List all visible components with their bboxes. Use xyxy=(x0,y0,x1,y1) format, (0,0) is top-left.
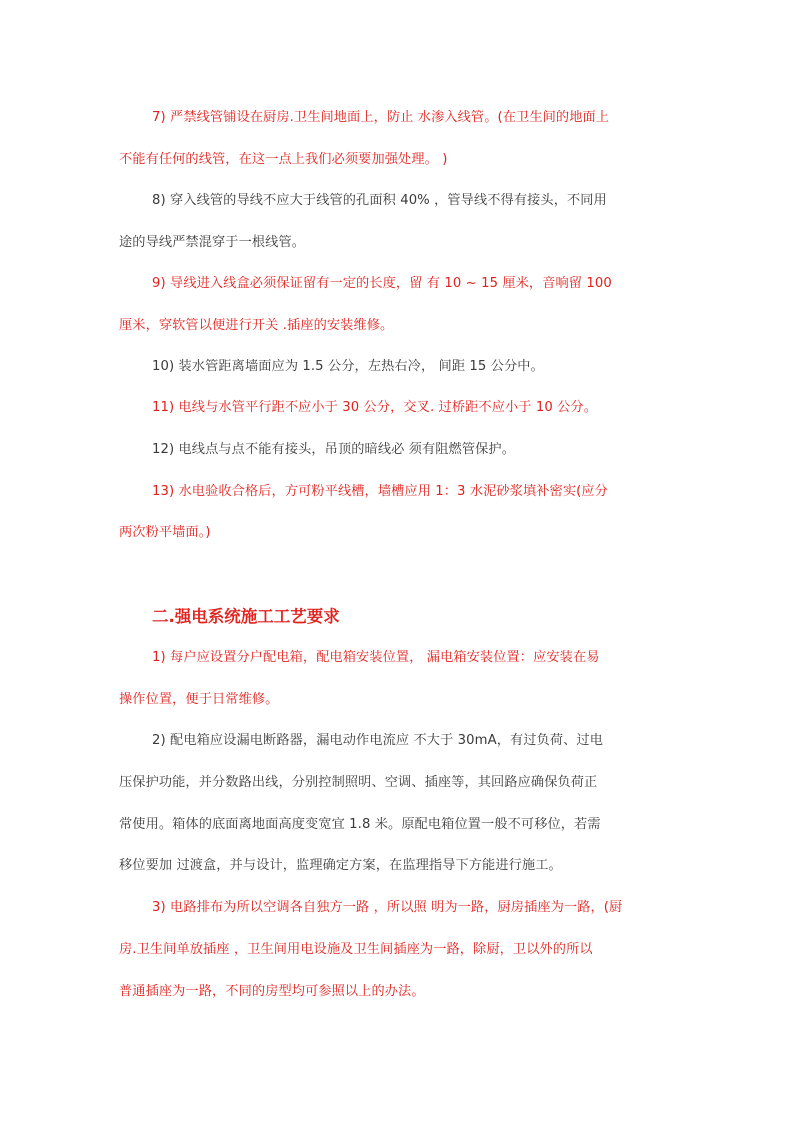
paragraph-line: 2) 配电箱应设漏电断路器，漏电动作电流应 不大于 30mA，有过负荷、过电 xyxy=(152,733,603,748)
paragraph-line: 10) 装水管距离墙面应为 1.5 公分，左热右冷， 间距 15 公分中。 xyxy=(152,359,544,374)
paragraph-line: 8) 穿入线管的导线不应大于线管的孔面积 40% ，管导线不得有接头，不同用 xyxy=(152,193,607,208)
paragraph-line: 9) 导线进入线盒必须保证留有一定的长度，留 有 10 ~ 15 厘米，音响留 100 xyxy=(152,276,612,291)
paragraph-line: 房.卫生间单放插座 ，卫生间用电设施及卫生间插座为一路，除厨，卫以外的所以 xyxy=(119,942,593,957)
paragraph-line: 13) 水电验收合格后，方可粉平线槽，墙槽应用 1：3 水泥砂浆填补密实(应分 xyxy=(152,484,608,499)
paragraph-line: 1) 每户应设置分户配电箱，配电箱安装位置， 漏电箱安装位置：应安装在易 xyxy=(152,650,600,665)
paragraph-line: 厘米，穿软管以便进行开关 .插座的安装维修。 xyxy=(119,318,394,333)
paragraph-line: 3) 电路排布为所以空调各自独方一路 ，所以照 明为一路，厨房插座为一路，(厨 xyxy=(152,900,623,915)
paragraph-line: 常使用。箱体的底面离地面高度变宽宜 1.8 米。原配电箱位置一般不可移位，若需 xyxy=(119,817,601,832)
paragraph-line: 7) 严禁线管铺设在厨房.卫生间地面上，防止 水渗入线管。(在卫生间的地面上 xyxy=(152,110,610,125)
paragraph-line: 途的导线严禁混穿于一根线管。 xyxy=(119,235,306,250)
paragraph-line: 移位要加 过渡盒，并与设计，监理确定方案，在监理指导下方能进行施工。 xyxy=(119,858,562,873)
paragraph-line: 普通插座为一路，不同的房型均可参照以上的办法。 xyxy=(119,984,425,999)
paragraph-line: 操作位置，便于日常维修。 xyxy=(119,692,279,707)
paragraph-line: 12) 电线点与点不能有接头，吊顶的暗线必 须有阻燃管保护。 xyxy=(152,442,515,457)
section-heading: 二.强电系统施工工艺要求 xyxy=(152,607,340,626)
paragraph-line: 压保护功能，并分数路出线，分别控制照明、空调、插座等，其回路应确保负荷正 xyxy=(119,775,598,790)
paragraph-line: 不能有任何的线管，在这一点上我们必须要加强处理。 ) xyxy=(119,152,448,167)
paragraph-line: 两次粉平墙面。) xyxy=(119,525,211,540)
paragraph-line: 11) 电线与水管平行距不应小于 30 公分，交叉. 过桥距不应小于 10 公分。 xyxy=(152,400,597,415)
